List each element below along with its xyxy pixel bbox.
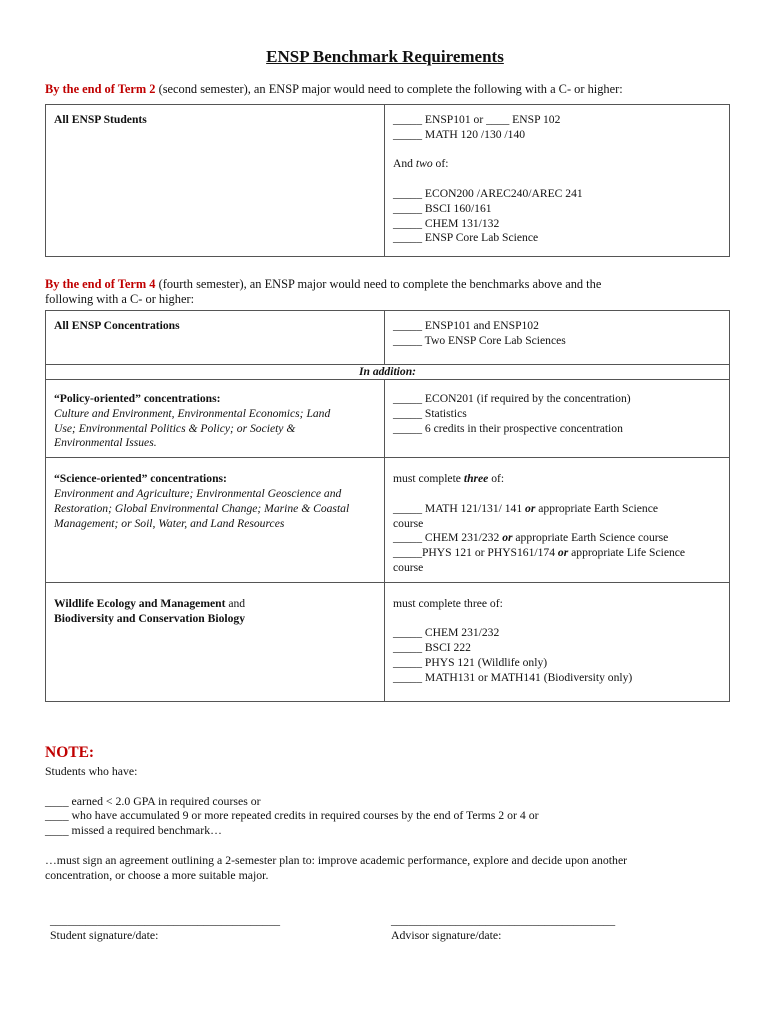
wildlife-item: _____ MATH131 or MATH141 (Biodiversity only) — [393, 670, 633, 684]
science-heading: “Science-oriented” concentrations: — [54, 472, 227, 486]
student-signature — [50, 913, 280, 943]
term2-item: _____ MATH 120 /130 /140 — [393, 127, 526, 141]
term2-highlight: By the end of Term 2 — [45, 82, 156, 96]
science-desc-line: Environment and Agriculture; Environmental Geoscience and — [54, 486, 342, 500]
wildlife-must: must complete three of: — [393, 596, 503, 610]
wildlife-item: _____ CHEM 231/232 — [393, 626, 500, 640]
term4-all-label: All ENSP Concentrations — [54, 319, 180, 332]
note-item: ____ who have accumulated 9 or more repeated credits in required courses by the end of Terms 2 or 4 or — [45, 808, 539, 823]
science-item: _____ CHEM 231/232 or appropriate Earth Science course — [393, 531, 669, 545]
term2-table — [45, 104, 730, 257]
term4-all-item: _____ Two ENSP Core Lab Sciences — [393, 333, 566, 347]
policy-left — [46, 380, 385, 458]
term2-item: _____ CHEM 131/132 — [393, 216, 500, 230]
term4-intro — [45, 277, 735, 307]
note-closing: …must sign an agreement outlining a 2-semester plan to: improve academic performance, explore and decide upon another — [45, 852, 628, 867]
science-right — [385, 458, 730, 583]
policy-desc-line: Use; Environmental Politics & Policy; or Society & — [54, 421, 296, 435]
wildlife-label: Wildlife Ecology and Management and — [54, 596, 246, 610]
science-left — [46, 458, 385, 583]
science-item-cont: course — [393, 516, 424, 530]
term2-item: _____ ENSP Core Lab Science — [393, 231, 539, 245]
term4-all-left — [46, 311, 385, 365]
note-body — [45, 764, 735, 882]
term2-left-label: All ENSP Students — [54, 113, 147, 126]
term4-table — [45, 310, 730, 702]
wildlife-item: _____ PHYS 121 (Wildlife only) — [393, 655, 548, 669]
term2-item: _____ ENSP101 or ____ ENSP 102 — [393, 113, 561, 126]
term4-rest-line1: (fourth semester), an ENSP major would need to complete the benchmarks above and the — [155, 277, 602, 291]
science-desc-line: Management; or Soil, Water, and Land Resources — [54, 516, 285, 530]
science-item: _____PHYS 121 or PHYS161/174 or appropriate Life Science — [393, 546, 686, 560]
science-desc-line: Restoration; Global Environmental Change; Marine & Coastal — [54, 501, 350, 515]
student-signature-label: Student signature/date: — [50, 928, 159, 942]
advisor-signature — [391, 913, 615, 943]
note-intro: Students who have: — [45, 764, 138, 778]
advisor-signature-line: ______________________________________ — [391, 913, 616, 927]
term2-and-two: And two of: — [393, 157, 449, 171]
note-item: ____ earned < 2.0 GPA in required courses or — [45, 793, 261, 808]
wildlife-item: _____ BSCI 222 — [393, 641, 471, 655]
term2-item: _____ ECON200 /AREC240/AREC 241 — [393, 186, 583, 200]
page-title: ENSP Benchmark Requirements — [266, 47, 504, 66]
term2-item: _____ BSCI 160/161 — [393, 201, 492, 215]
term2-right-cell — [385, 105, 730, 257]
term4-highlight: By the end of Term 4 — [45, 277, 156, 291]
policy-item: _____ 6 credits in their prospective concentration — [393, 421, 623, 435]
wildlife-left — [46, 582, 385, 701]
policy-item: _____ ECON201 (if required by the concentration) — [393, 392, 631, 405]
term2-left-cell — [46, 105, 385, 257]
student-signature-line: _______________________________________ — [50, 913, 281, 927]
note-item: ____ missed a required benchmark… — [45, 823, 222, 838]
policy-desc-line: Environmental Issues. — [54, 436, 157, 450]
term4-all-item: _____ ENSP101 and ENSP102 — [393, 319, 539, 332]
science-item-cont: course — [393, 560, 424, 574]
science-must: must complete three of: — [393, 472, 505, 486]
wildlife-label-2: Biodiversity and Conservation Biology — [54, 611, 245, 625]
note-heading: NOTE: — [45, 744, 95, 761]
policy-item: _____ Statistics — [393, 406, 467, 420]
policy-heading: “Policy-oriented” concentrations: — [54, 392, 221, 405]
term2-rest: (second semester), an ENSP major would need to complete the following with a C- or higher: — [155, 82, 623, 96]
policy-desc-line: Culture and Environment, Environmental Economics; Land — [54, 406, 331, 420]
term4-all-right — [385, 311, 730, 365]
wildlife-right — [385, 582, 730, 701]
term4-rest-line2: following with a C- or higher: — [45, 292, 195, 306]
science-item: _____ MATH 121/131/ 141 or appropriate Earth Science — [393, 501, 658, 515]
in-addition-row: In addition: — [46, 365, 730, 380]
advisor-signature-label: Advisor signature/date: — [391, 928, 502, 942]
policy-right — [385, 380, 730, 458]
term2-intro — [45, 82, 735, 97]
note-closing: concentration, or choose a more suitable major. — [45, 867, 269, 882]
